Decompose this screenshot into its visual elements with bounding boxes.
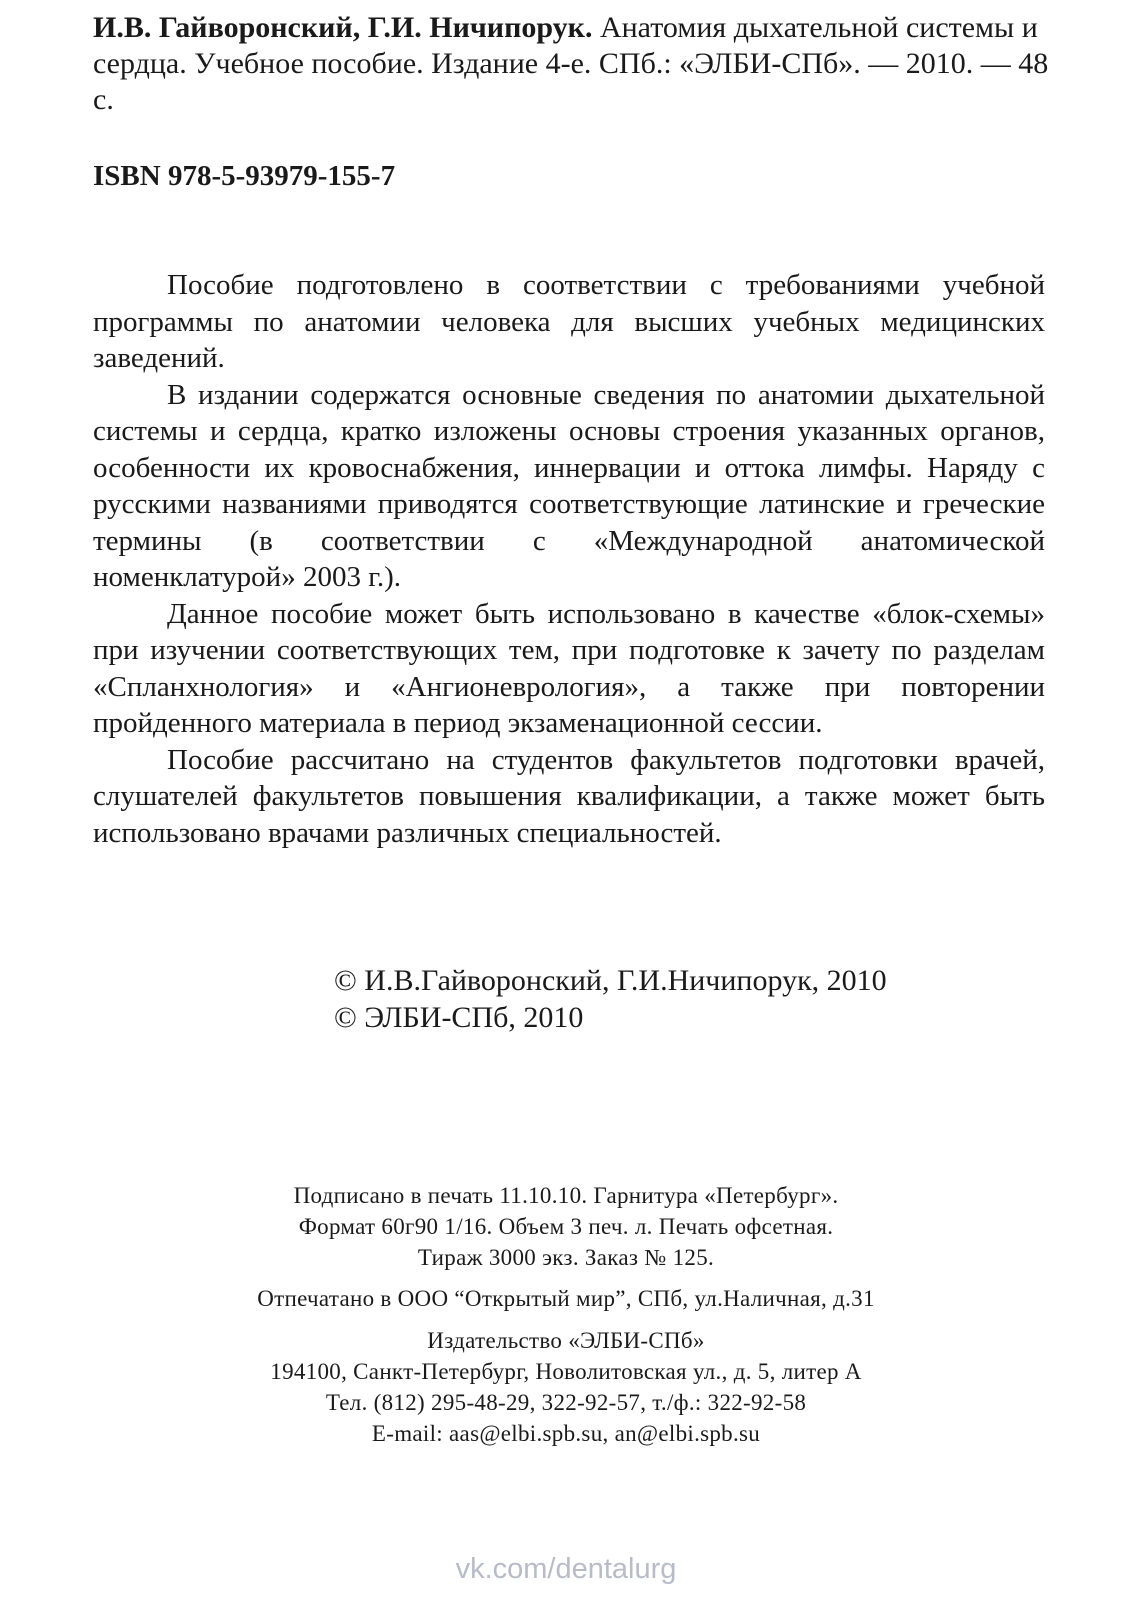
signed-to-print: Подписано в печать 11.10.10. Гарнитура «Петербург». — [293, 1183, 839, 1208]
printer-line: Отпечатано в ООО “Открытый мир”, СПб, ул.Наличная, д.31 — [257, 1286, 875, 1311]
abstract-paragraph: Пособие рассчитано на студентов факультетов подготовки врачей, слушателей факультетов повышения квалификации, а также может быть использовано врачами различных специальностей. — [93, 743, 1045, 849]
bibliographic-record — [93, 10, 1063, 118]
copyright-authors: © И.В.Гайворонский, Г.И.Ничипорук, 2010 — [334, 964, 887, 997]
bibliographic-details: Анатомия дыхательной системы и сердца. Учебное пособие. Издание 4-е. СПб.: «ЭЛБИ-СПб». — 2010. — 48 с. — [93, 11, 1049, 116]
publisher-address: 194100, Санкт-Петербург, Новолитовская ул., д. 5, литер А — [270, 1359, 862, 1384]
watermark: vk.com/dentalurg — [455, 1553, 677, 1585]
authors: И.В. Гайворонский, Г.И. Ничипорук. — [93, 11, 593, 44]
publisher-email: E-mail: aas@elbi.spb.su, an@elbi.spb.su — [371, 1421, 761, 1446]
copyright-publisher: © ЭЛБИ-СПб, 2010 — [334, 1001, 584, 1034]
abstract-paragraph: Данное пособие может быть использовано в качестве «блок-схемы» при изучении соответствующих тем, при подготовке к зачету по разделам «Спланхнология» и «Ангионеврология», а также при повторении пройденного материала в период экзаменационной сессии. — [93, 597, 1045, 739]
abstract-paragraph: В издании содержатся основные сведения по анатомии дыхательной системы и сердца, кратко изложены основы строения указанных органов, особенности их кровоснабжения, иннервации и оттока лимфы. Наряду с русскими названиями приводятся соответствующие латинские и греческие термины (в соответствии с «Международной анатомической номенклатурой» 2003 г.). — [93, 378, 1045, 593]
print-details — [0, 1180, 1132, 1273]
isbn: ISBN 978-5-93979-155-7 — [93, 160, 396, 192]
publisher-name: Издательство «ЭЛБИ-СПб» — [427, 1328, 705, 1353]
format-line: Формат 60г90 1/16. Объем 3 печ. л. Печать офсетная. — [298, 1214, 834, 1239]
abstract-paragraph: Пособие подготовлено в соответствии с требованиями учебной программы по анатомии человека для высших учебных медицинских заведений. — [93, 269, 1045, 374]
publisher-phone: Тел. (812) 295-48-29, 322-92-57, т./ф.: 322-92-58 — [325, 1390, 807, 1415]
print-run: Тираж 3000 экз. Заказ № 125. — [417, 1245, 715, 1270]
copyright-block — [334, 962, 887, 1036]
printer-info — [0, 1283, 1132, 1314]
publisher-info — [0, 1325, 1132, 1449]
abstract — [93, 267, 1045, 851]
